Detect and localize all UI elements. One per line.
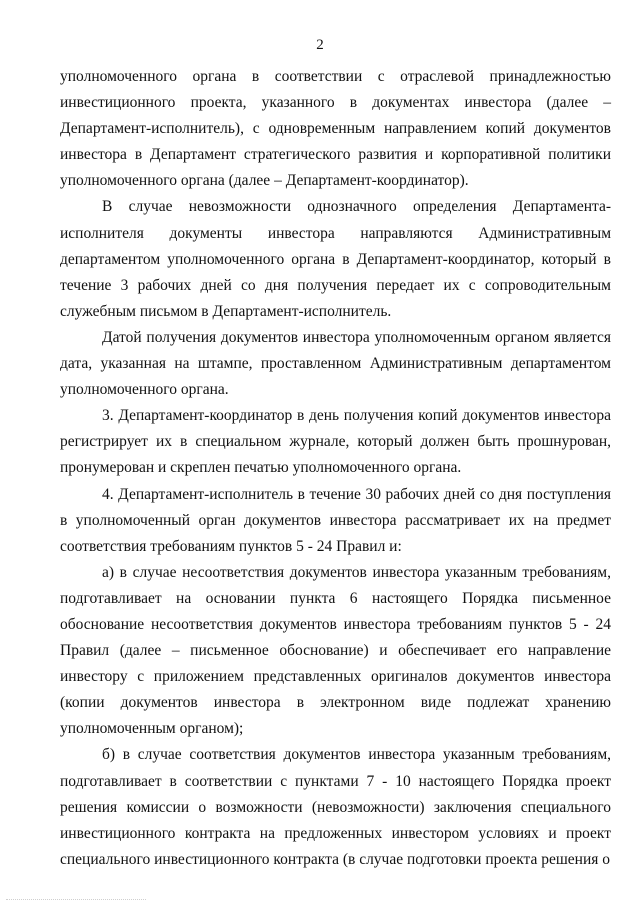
paragraph: а) в случае несоответствия документов инвестора указанным требованиям, подготавливает на основании пункта 6 настоящего Порядка письменное обоснование несоответствия документов инвестора требованиям пунктов 5 - 24 Правил (далее – письменное обоснование) и обеспечивает его направление инвестору с приложением представленных оригиналов документов инвестора (копии документов инвестора в электронном виде подлежат хранению уполномоченным органом); — [60, 563, 611, 738]
paragraph: 3. Департамент-координатор в день получения копий документов инвестора регистрирует их в специальном журнале, который должен быть прошнурован, пронумерован и скреплен печатью уполномоченного органа. — [60, 407, 611, 477]
paragraph: Датой получения документов инвестора уполномоченным органом является дата, указанная на штампе, проставленном Административным департаментом уполномоченного органа. — [60, 328, 611, 399]
scan-artifact — [6, 899, 146, 903]
paragraph: 4. Департамент-исполнитель в течение 30 рабочих дней со дня поступления в уполномоченный орган документов инвестора рассматривает их на предмет соответствия требованиям пунктов 5 - 24 Правил и: — [60, 485, 611, 555]
paragraph: уполномоченного органа в соответствии с отраслевой принадлежностью инвестиционного проекта, указанного в документах инвестора (далее – Департамент-исполнитель), с одновременным направлением копий документов инвестора в Департамент стратегического развития и корпоративной политики уполномоченного органа (далее – Департамент-координатор). — [60, 68, 611, 190]
document-body — [60, 64, 611, 873]
paragraph: б) в случае соответствия документов инвестора указанным требованиям, подготавливает в соответствии с пунктами 7 - 10 настоящего Порядка проект решения комиссии о возможности (невозможности) заключения специального инвестиционного контракта на предложенных инвестором условиях и проект специального инвестиционного контракта (в случае подготовки проекта решения о — [60, 746, 611, 868]
page-number: 2 — [316, 37, 324, 53]
paragraph: В случае невозможности однозначного определения Департамента-исполнителя документы инвестора направляются Административным департаментом уполномоченного органа в Департамент-координатор, который в течение 3 рабочих дней со дня получения передает их с сопроводительным служебным письмом в Департамент-исполнитель. — [60, 198, 611, 320]
